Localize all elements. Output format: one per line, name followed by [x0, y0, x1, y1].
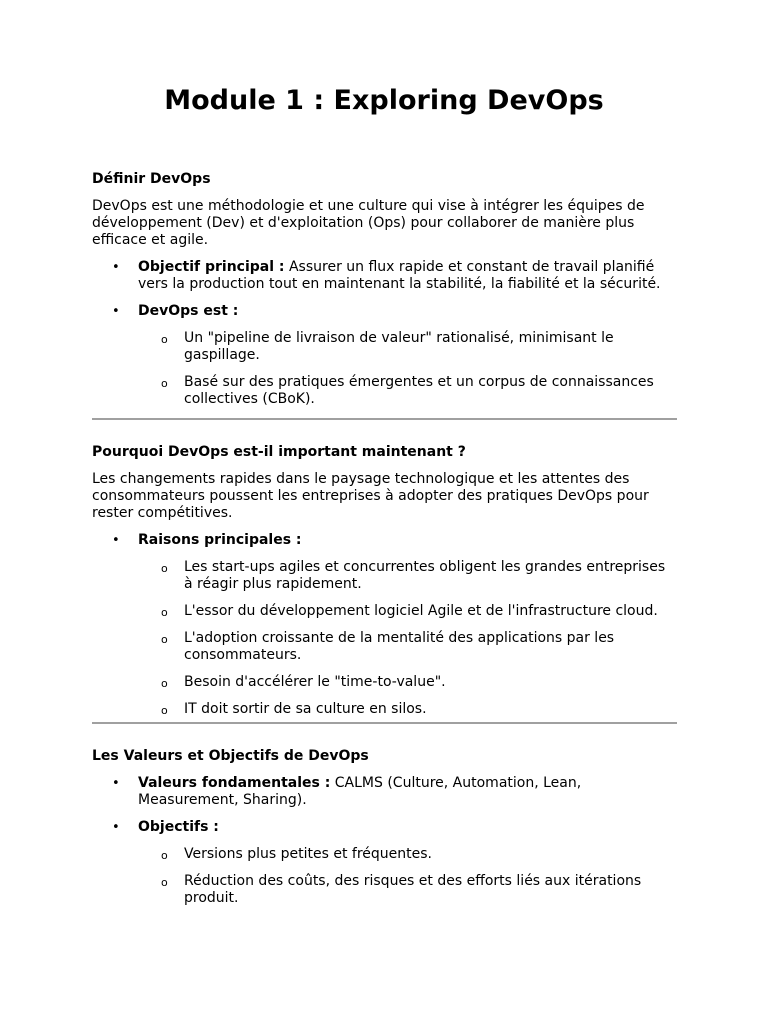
section-intro: DevOps est une méthodologie et une culture qui vise à intégrer les équipes de développement (Dev) et d'exploitation (Ops) pour collaborer de manière plus efficace et agile.	[92, 198, 645, 248]
sub-list-item: o Un "pipeline de livraison de valeur" rationalisé, minimisant le gaspillage.	[138, 330, 677, 364]
sub-list-item: o Réduction des coûts, des risques et des efforts liés aux itérations produit.	[138, 873, 677, 907]
item-label: Objectif principal :	[138, 259, 285, 275]
section-definir-devops	[92, 171, 677, 408]
bullet-list	[92, 532, 677, 718]
item-label: Objectifs :	[138, 819, 219, 835]
section-intro: Les changements rapides dans le paysage technologique et les attentes des consommateurs poussent les entreprises à adopter des pratiques DevOps pour rester compétitives.	[92, 471, 649, 521]
document-body	[92, 171, 677, 917]
section-divider	[92, 722, 677, 724]
item-label: DevOps est :	[138, 303, 239, 319]
sub-list-item: o Besoin d'accélérer le "time-to-value".	[138, 674, 677, 691]
section-heading: Définir DevOps	[92, 171, 211, 187]
section-heading: Les Valeurs et Objectifs de DevOps	[92, 748, 369, 764]
section-pourquoi-devops	[92, 444, 677, 718]
sub-list-item: o L'adoption croissante de la mentalité des applications par les consommateurs.	[138, 630, 677, 664]
sub-list	[138, 330, 677, 408]
sub-list-item: o Les start-ups agiles et concurrentes obligent les grandes entreprises à réagir plus rapidement.	[138, 559, 677, 593]
item-label: Valeurs fondamentales :	[138, 775, 331, 791]
list-item	[92, 775, 677, 809]
list-item	[92, 819, 677, 907]
sub-list-item: o L'essor du développement logiciel Agile et de l'infrastructure cloud.	[138, 603, 677, 620]
section-valeurs-objectifs	[92, 748, 677, 907]
list-item	[92, 532, 677, 718]
item-label: Raisons principales :	[138, 532, 302, 548]
sub-list-item: o Versions plus petites et fréquentes.	[138, 846, 677, 863]
item-text: Assurer un flux rapide et constant de travail planifié vers la production tout en maintenant la stabilité, la fiabilité et la sécurité.	[138, 259, 661, 292]
item-text: CALMS (Culture, Automation, Lean, Measurement, Sharing).	[138, 775, 582, 808]
sub-list	[138, 846, 677, 907]
bullet-list	[92, 259, 677, 408]
list-item	[92, 259, 677, 293]
page-title: Module 1 : Exploring DevOps	[164, 85, 604, 116]
section-divider	[92, 418, 677, 420]
list-item	[92, 303, 677, 408]
sub-list-item: o IT doit sortir de sa culture en silos.	[138, 701, 677, 718]
sub-list	[138, 559, 677, 718]
section-heading: Pourquoi DevOps est-il important maintenant ?	[92, 444, 466, 460]
bullet-list	[92, 775, 677, 907]
sub-list-item: o Basé sur des pratiques émergentes et un corpus de connaissances collectives (CBoK).	[138, 374, 677, 408]
